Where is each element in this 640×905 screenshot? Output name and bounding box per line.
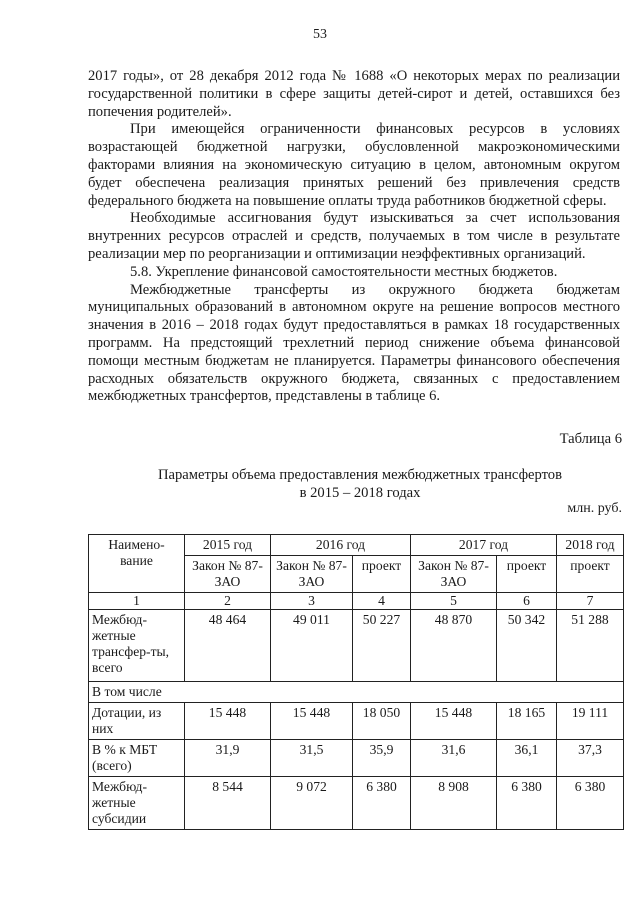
index-cell: 1 <box>89 593 185 610</box>
header-2016: 2016 год <box>271 535 411 556</box>
row-name: Межбюд-жетные субсидии <box>89 777 185 830</box>
header-2017: 2017 год <box>411 535 557 556</box>
body-text <box>88 68 620 406</box>
value-cell: 31,5 <box>271 740 353 777</box>
table-caption: Таблица 6 <box>559 431 622 447</box>
value-cell: 15 448 <box>271 703 353 740</box>
table-row <box>89 740 624 777</box>
table-title-line-1: Параметры объема предоставления межбюджетных трансфертов <box>157 467 562 483</box>
value-cell: 35,9 <box>353 740 411 777</box>
value-cell: 36,1 <box>497 740 557 777</box>
index-cell: 2 <box>185 593 271 610</box>
value-cell: 31,6 <box>411 740 497 777</box>
value-cell: 50 342 <box>497 610 557 682</box>
section-heading: 5.8. Укрепление финансовой самостоятельности местных бюджетов. <box>130 263 558 280</box>
header-2015: 2015 год <box>185 535 271 556</box>
value-cell: 18 050 <box>353 703 411 740</box>
value-cell: 18 165 <box>497 703 557 740</box>
value-cell: 37,3 <box>557 740 624 777</box>
value-cell: 9 072 <box>271 777 353 830</box>
paragraph-2: При имеющейся ограниченности финансовых ресурсов в условиях возрастающей бюджетной нагрузки, обусловленной макроэкономическими факторами влияния на экономическую ситуацию в целом, автономным округом будет обеспечена реализация принятых решений без привлечения средств федерального бюджета на повышение оплаты труда работников бюджетной сферы. <box>88 121 620 209</box>
header-sub-cell: Закон № 87-ЗАО <box>271 556 353 593</box>
index-cell: 7 <box>557 593 624 610</box>
table-row-subheading <box>89 682 624 703</box>
row-name: Дотации, из них <box>89 703 185 740</box>
paragraph-1: 2017 годы», от 28 декабря 2012 года № 1688 «О некоторых мерах по реализации государственной политики в сфере защиты детей-сирот и детей, оставшихся без попечения родителей». <box>88 68 620 120</box>
value-cell: 15 448 <box>185 703 271 740</box>
table-title <box>100 466 620 502</box>
header-sub-cell: Закон № 87-ЗАО <box>411 556 497 593</box>
table-title-line-2: в 2015 – 2018 годах <box>299 485 421 501</box>
value-cell: 48 870 <box>411 610 497 682</box>
header-name-column: Наимено-вание <box>89 535 185 593</box>
value-cell: 6 380 <box>497 777 557 830</box>
value-cell: 49 011 <box>271 610 353 682</box>
value-cell: 48 464 <box>185 610 271 682</box>
index-row <box>89 593 624 610</box>
paragraph-5: Межбюджетные трансферты из окружного бюджета бюджетам муниципальных образований в автономном округе на решение вопросов местного значения в 2016 – 2018 годах будут предоставляться в рамках 18 государственных программ. На предстоящий трехлетний период снижение объема финансовой помощи местным бюджетам не планируется. Параметры финансового обеспечения расходных обязательств окружного бюджета, связанных с предоставлением межбюджетных трансфертов, представлены в таблице 6. <box>88 281 620 405</box>
row-name: В % к МБТ (всего) <box>89 740 185 777</box>
value-cell: 19 111 <box>557 703 624 740</box>
value-cell: 50 227 <box>353 610 411 682</box>
header-2018: 2018 год <box>557 535 624 556</box>
header-sub-cell: Закон № 87-ЗАО <box>185 556 271 593</box>
index-cell: 4 <box>353 593 411 610</box>
value-cell: 51 288 <box>557 610 624 682</box>
table-row <box>89 703 624 740</box>
value-cell: 31,9 <box>185 740 271 777</box>
index-cell: 5 <box>411 593 497 610</box>
value-cell: 6 380 <box>353 777 411 830</box>
in-total-label: В том числе <box>89 682 624 703</box>
value-cell: 15 448 <box>411 703 497 740</box>
header-row-years <box>89 535 624 556</box>
paragraph-3: Необходимые ассигнования будут изыскиваться за счет использования внутренних ресурсов отраслей и средств, получаемых в том числе в результате реализации мер по реорганизации и оптимизации неэффективных организаций. <box>88 210 620 262</box>
table-row <box>89 610 624 682</box>
table-row <box>89 777 624 830</box>
row-name: Межбюд-жетные трансфер-ты, всего <box>89 610 185 682</box>
header-sub-cell: проект <box>497 556 557 593</box>
page-number: 53 <box>313 27 327 42</box>
index-cell: 6 <box>497 593 557 610</box>
header-sub-cell: проект <box>353 556 411 593</box>
unit-label: млн. руб. <box>567 501 622 516</box>
data-table <box>88 534 624 830</box>
value-cell: 6 380 <box>557 777 624 830</box>
index-cell: 3 <box>271 593 353 610</box>
value-cell: 8 908 <box>411 777 497 830</box>
value-cell: 8 544 <box>185 777 271 830</box>
header-sub-cell: проект <box>557 556 624 593</box>
